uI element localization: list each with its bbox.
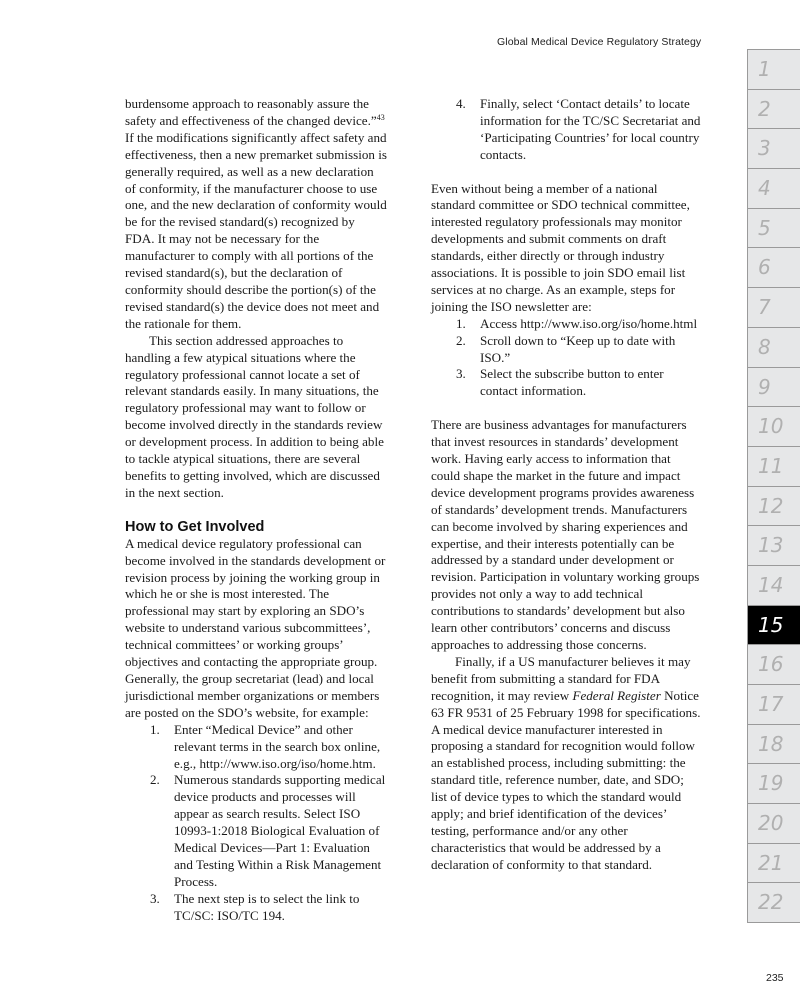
paragraph-text: Finally, if a US manufacturer believes it may benefit from submitting a standard for FDA recognition, it may review bbox=[431, 653, 691, 703]
sdo-steps-list bbox=[125, 722, 387, 925]
list-number: 3. bbox=[150, 890, 160, 906]
chapter-tab-7[interactable]: 7 bbox=[748, 288, 800, 328]
list-item bbox=[431, 366, 701, 400]
paragraph-atypical-situations: This section addressed approaches to handling a few atypical situations where the regulatory professional cannot locate a set of relevant standards easily. In many situations, the regulatory professional may want to follow or become involved directly in the standards review or development process. In addition to being able to tackle atypical situations, there are several benefits to getting involved, which are discussed in the next section. bbox=[125, 332, 384, 500]
list-text: Scroll down to “Keep up to date with ISO.” bbox=[480, 332, 676, 365]
chapter-tab-14[interactable]: 14 bbox=[748, 566, 800, 606]
page-number: 235 bbox=[766, 972, 784, 984]
list-text: Select the subscribe button to enter contact information. bbox=[480, 366, 664, 399]
chapter-tab-8[interactable]: 8 bbox=[748, 328, 800, 368]
right-column bbox=[431, 96, 701, 874]
chapter-tab-20[interactable]: 20 bbox=[748, 804, 800, 844]
chapter-tab-17[interactable]: 17 bbox=[748, 685, 800, 725]
footnote-ref[interactable]: 43 bbox=[376, 112, 385, 122]
chapter-tab-11[interactable]: 11 bbox=[748, 447, 800, 487]
chapter-tab-6[interactable]: 6 bbox=[748, 248, 800, 288]
spacer bbox=[431, 400, 701, 417]
sdo-steps-list-continued bbox=[431, 96, 701, 164]
chapter-tab-15-active[interactable]: 15 bbox=[748, 606, 800, 646]
list-text: Enter “Medical Device” and other relevant terms in the search box online, e.g., http://www.iso.org/iso/home.htm. bbox=[174, 721, 381, 771]
list-item bbox=[431, 316, 701, 333]
spacer bbox=[431, 164, 701, 181]
paragraph-text: If the modifications significantly affect safety and effectiveness, then a new premarket submission is generally required, as well as a new declaration of conformity, if the manufacturer choose to use one, and the new declaration of conformity would be for the revised standard(s) recognized by FDA. It may not be necessary for the manufacturer to comply with all portions of the revised standard(s), but the declaration of conformity should describe the portion(s) of the revised standard(s) the device does not meet and the rationale for them. bbox=[125, 129, 387, 331]
chapter-tab-10[interactable]: 10 bbox=[748, 407, 800, 447]
paragraph-text: Notice 63 FR 9531 of 25 February 1998 for specifications. A medical device manufacturer interested in proposing a standard for recognition would follow an established process, including submitting: the standard title, reference number, date, and SDO; list of device types to which the standard would apply; and brief identification of the devices’ testing, performance and/or any other characteristics that would be addressed by a declaration of conformity to that standard. bbox=[431, 687, 701, 872]
list-text: Finally, select ‘Contact details’ to locate information for the TC/SC Secretariat and ‘Participating Countries’ for local country contacts. bbox=[480, 96, 701, 162]
chapter-tab-2[interactable]: 2 bbox=[748, 90, 800, 130]
running-head-title: Global Medical Device Regulatory Strategy bbox=[497, 36, 702, 48]
publication-title: Federal Register bbox=[572, 687, 661, 703]
list-number: 1. bbox=[456, 315, 466, 331]
paragraph-modifications bbox=[125, 96, 387, 333]
section-heading: How to Get Involved bbox=[125, 518, 265, 535]
list-item bbox=[125, 772, 387, 890]
chapter-tab-19[interactable]: 19 bbox=[748, 764, 800, 804]
newsletter-steps-list bbox=[431, 316, 701, 401]
paragraph-text: burdensome approach to reasonably assure the safety and effectiveness of the changed device.” bbox=[125, 96, 377, 128]
left-column bbox=[125, 96, 387, 925]
list-number: 3. bbox=[456, 366, 466, 382]
list-text: Access http://www.iso.org/iso/home.html bbox=[480, 315, 698, 331]
chapter-tab-13[interactable]: 13 bbox=[748, 526, 800, 566]
chapter-tab-22[interactable]: 22 bbox=[748, 883, 800, 923]
list-item bbox=[125, 891, 387, 925]
chapter-tab-4[interactable]: 4 bbox=[748, 169, 800, 209]
chapter-tab-3[interactable]: 3 bbox=[748, 129, 800, 169]
list-item bbox=[125, 722, 387, 773]
list-item bbox=[431, 333, 701, 367]
paragraph-monitor-developments: Even without being a member of a national standard committee or SDO technical committee, interested regulatory professionals may monitor developments and submit comments on draft standards, either directly or through industry associations. It is possible to join SDO email list services at no charge. As an example, steps for joining the ISO newsletter are: bbox=[431, 180, 690, 314]
list-number: 1. bbox=[150, 721, 160, 737]
chapter-tab-18[interactable]: 18 bbox=[748, 725, 800, 765]
chapter-tab-21[interactable]: 21 bbox=[748, 844, 800, 884]
list-item bbox=[431, 96, 701, 164]
chapter-tab-9[interactable]: 9 bbox=[748, 368, 800, 408]
chapter-tab-1[interactable]: 1 bbox=[748, 49, 800, 90]
list-text: Numerous standards supporting medical device products and processes will appear as search results. Select ISO 10993-1:2018 Biological Evaluation of Medical Devices—Part 1: Evaluation and Testing Within a Risk Management Process. bbox=[174, 772, 386, 889]
chapter-tab-5[interactable]: 5 bbox=[748, 209, 800, 249]
list-number: 4. bbox=[456, 96, 466, 111]
chapter-tab-12[interactable]: 12 bbox=[748, 487, 800, 527]
list-text: The next step is to select the link to TC/SC: ISO/TC 194. bbox=[174, 890, 360, 923]
chapter-tabs bbox=[747, 49, 800, 923]
paragraph-fda-recognition bbox=[431, 654, 701, 874]
paragraph-business-advantages: There are business advantages for manufacturers that invest resources in standards’ development work. Having early access to information that could shape the market in the future and impact device development programs provides awareness of standards’ development trends. Manufacturers can become involved by sharing experiences and expertise, and their interests potentially can be addressed by a standard under development or revision. Participation in voluntary working groups provides not only a way to add technical contributions to standards’ development but also learn other contributors’ concerns and discuss approaches to addressing those concerns. bbox=[431, 417, 700, 652]
list-number: 2. bbox=[150, 772, 160, 788]
paragraph-get-involved: A medical device regulatory professional can become involved in the standards development or revision process by joining the working group in which he or she is most interested. The professional may start by exploring an SDO’s website to understand various subcommittees’, technical committees’ or working groups’ objectives and contacting the appropriate group. Generally, the group secretariat (lead) and local jurisdictional member organizations or members are posted on the SDO’s website, for example: bbox=[125, 535, 386, 720]
chapter-tab-16[interactable]: 16 bbox=[748, 645, 800, 685]
list-number: 2. bbox=[456, 332, 466, 348]
